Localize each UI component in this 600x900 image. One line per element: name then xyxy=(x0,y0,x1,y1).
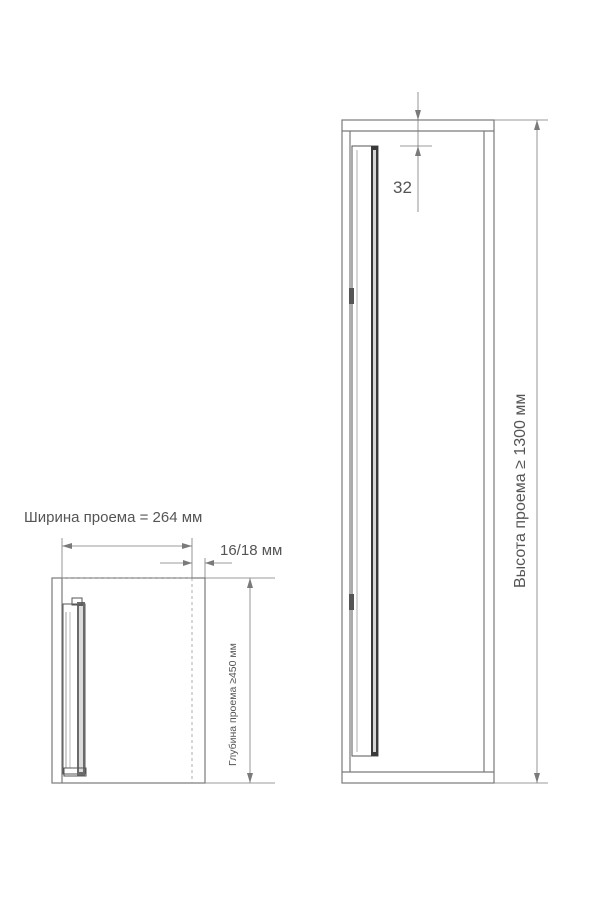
gap-label: 16/18 мм xyxy=(220,542,283,559)
plan-cabinet-outline xyxy=(52,578,205,783)
plan-basket xyxy=(63,598,86,776)
depth-dimension xyxy=(205,578,275,783)
opening-depth-label: Глубина проема ≥450 мм xyxy=(227,643,239,766)
elevation-rail xyxy=(349,146,378,756)
gap-dimension xyxy=(160,558,232,578)
elevation-cabinet-outline xyxy=(342,120,494,783)
width-dimension xyxy=(62,538,192,578)
elevation-view xyxy=(342,92,548,783)
plan-view xyxy=(24,509,282,783)
top-clearance-label: 32 xyxy=(393,178,412,197)
opening-width-label: Ширина проема = 264 мм xyxy=(24,509,203,526)
opening-height-label: Высота проема ≥ 1300 мм xyxy=(512,393,529,588)
